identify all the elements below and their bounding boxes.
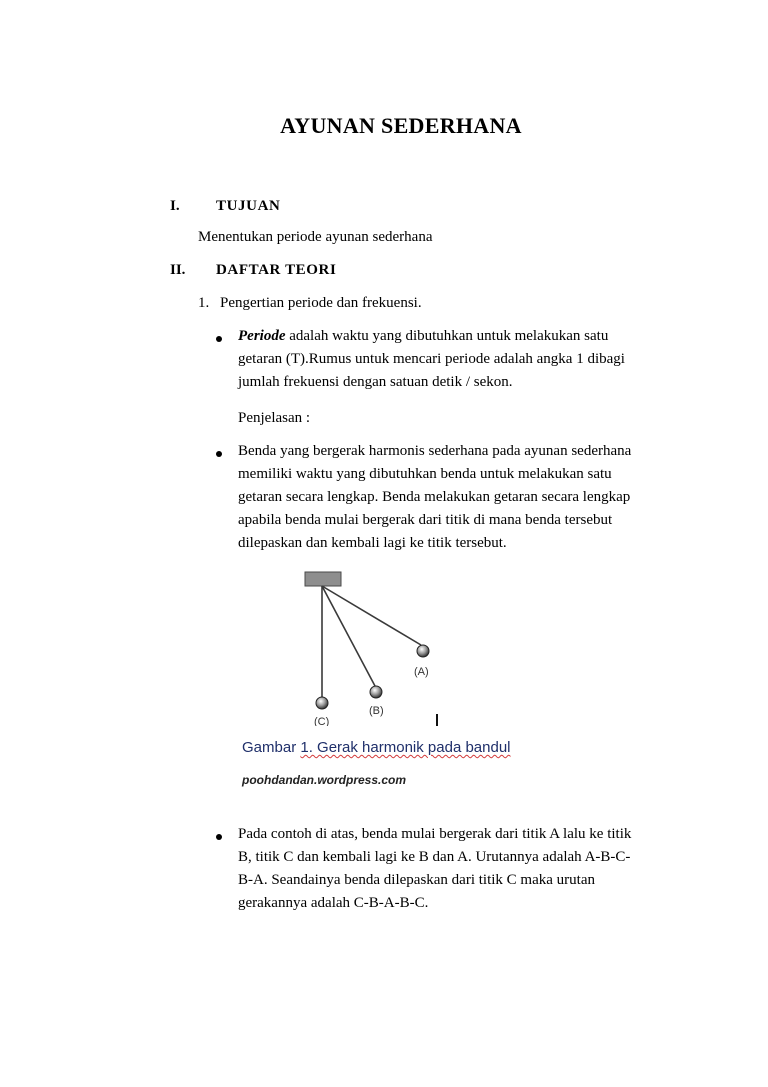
bullet-1-line-2: getaran (T).Rumus untuk mencari periode adalah angka 1 dibagi bbox=[238, 351, 625, 367]
term-periode: Periode bbox=[238, 328, 286, 344]
bullet-2-marker bbox=[216, 451, 222, 457]
figure-caption bbox=[242, 739, 511, 756]
bullet-3-line-3: B-A. Seandainya benda dilepaskan dari titik C maka urutan bbox=[238, 872, 595, 888]
section-1-heading: TUJUAN bbox=[216, 198, 281, 214]
bob-a bbox=[417, 645, 429, 657]
label-a: (A) bbox=[414, 666, 429, 678]
label-c: (C) bbox=[314, 716, 330, 726]
bullet-2-line-2: memiliki waktu yang dibutuhkan benda untuk melakukan satu bbox=[238, 466, 612, 482]
bullet-2-line-4: apabila benda mulai bergerak dari titik di mana benda tersebut bbox=[238, 512, 613, 528]
bullet-3-line-1: Pada contoh di atas, benda mulai bergerak dari titik A lalu ke titik bbox=[238, 826, 632, 842]
bob-b bbox=[370, 686, 382, 698]
section-1-numeral: I. bbox=[170, 198, 180, 214]
bullet-1-marker bbox=[216, 336, 222, 342]
bullet-2-line-5: dilepaskan dan kembali lagi ke titik tersebut. bbox=[238, 535, 507, 551]
bullet-3-line-4: gerakannya adalah C-B-A-B-C. bbox=[238, 895, 429, 911]
subitem-number: 1. bbox=[198, 295, 210, 311]
bullet-3-marker bbox=[216, 834, 222, 840]
bob-c bbox=[316, 697, 328, 709]
bullet-3-paragraph bbox=[238, 823, 631, 915]
bullet-1-line-1: adalah waktu yang dibutuhkan untuk melakukan satu bbox=[285, 328, 609, 344]
bullet-1-paragraph bbox=[238, 325, 625, 394]
caption-underlined: 1. Gerak harmonik pada bandul bbox=[300, 739, 511, 756]
figure-source: poohdandan.wordpress.com bbox=[242, 773, 407, 787]
subitem-text: Pengertian periode dan frekuensi. bbox=[220, 295, 422, 311]
document-title: AYUNAN SEDERHANA bbox=[280, 113, 522, 138]
pendulum-diagram bbox=[236, 556, 516, 726]
section-2-numeral: II. bbox=[170, 262, 186, 278]
caption-prefix: Gambar bbox=[242, 739, 301, 756]
pendulum-figure bbox=[236, 556, 516, 796]
pendulum-support bbox=[305, 572, 341, 586]
section-2-heading: DAFTAR TEORI bbox=[216, 262, 337, 278]
explanation-label: Penjelasan : bbox=[238, 410, 311, 426]
bullet-1-line-3: jumlah frekuensi dengan satuan detik / sekon. bbox=[238, 374, 513, 390]
bullet-2-paragraph bbox=[238, 440, 631, 555]
bullet-3-line-2: B, titik C dan kembali lagi ke B dan A. Urutannya adalah A-B-C- bbox=[238, 849, 631, 865]
label-b: (B) bbox=[369, 705, 384, 717]
bullet-2-line-1: Benda yang bergerak harmonis sederhana pada ayunan sederhana bbox=[238, 443, 632, 459]
bullet-2-line-3: getaran secara lengkap. Benda melakukan getaran secara lengkap bbox=[238, 489, 631, 505]
section-1-text: Menentukan periode ayunan sederhana bbox=[198, 229, 433, 245]
